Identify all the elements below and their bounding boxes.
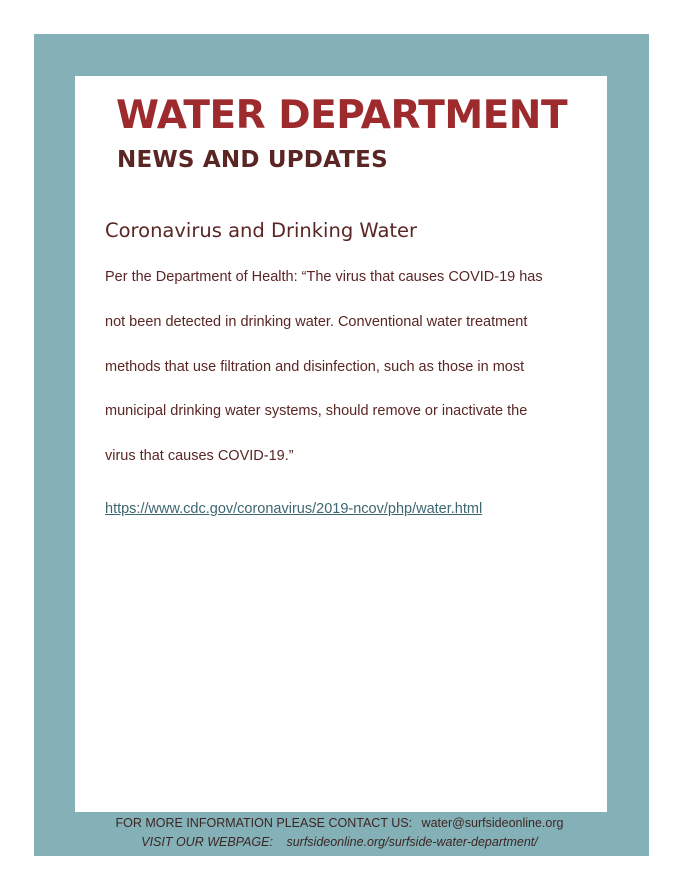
footer-webpage-url[interactable]: surfsideonline.org/surfside-water-department/	[286, 835, 538, 849]
footer-webpage-label: VISIT OUR WEBPAGE:	[141, 835, 273, 849]
page-subtitle: NEWS AND UPDATES	[117, 147, 388, 173]
article-body	[105, 255, 595, 479]
footer-contact-label: FOR MORE INFORMATION PLEASE CONTACT US:	[115, 816, 413, 830]
footer-contact	[0, 813, 679, 833]
article-heading: Coronavirus and Drinking Water	[105, 219, 418, 242]
article-body-line: virus that causes COVID-19.”	[105, 448, 294, 465]
cdc-water-link[interactable]: https://www.cdc.gov/coronavirus/2019-ncov/php/water.html	[105, 501, 483, 517]
article-body-line: municipal drinking water systems, should remove or inactivate the	[105, 403, 528, 420]
article-body-line: not been detected in drinking water. Conventional water treatment	[105, 313, 528, 330]
article-body-line: Per the Department of Health: “The virus that causes COVID-19 has	[105, 269, 543, 285]
page-title: WATER DEPARTMENT	[116, 93, 568, 138]
footer-webpage	[0, 832, 679, 852]
footer-contact-email[interactable]: water@surfsideonline.org	[421, 816, 564, 830]
article-body-line: methods that use filtration and disinfection, such as those in most	[105, 358, 525, 375]
